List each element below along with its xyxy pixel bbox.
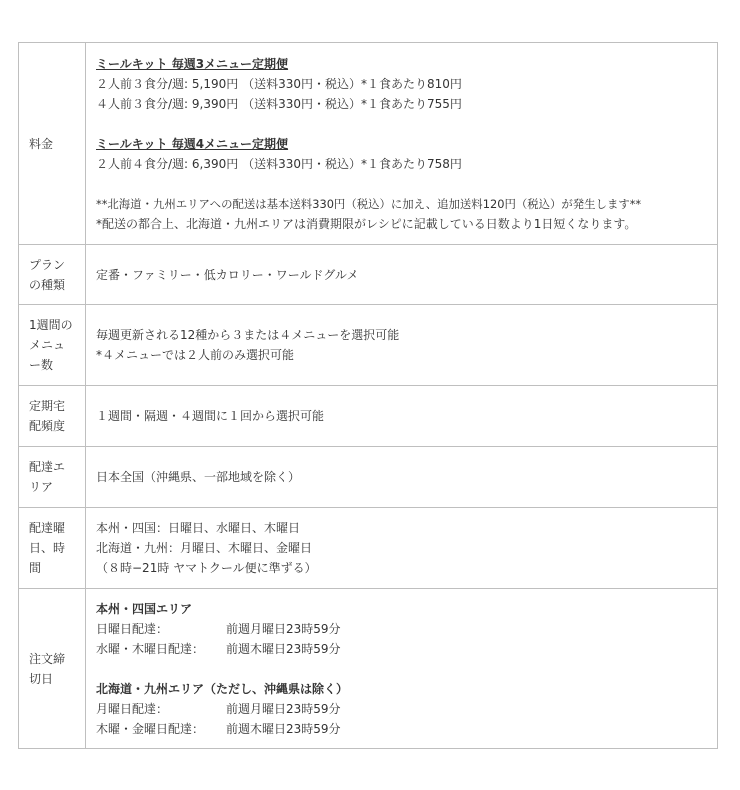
label-price-text: 料金 <box>29 136 54 151</box>
delivery-day-text-1: 本州・四国：日曜日、水曜日、木曜日 <box>96 521 301 535</box>
table-row-plan-type <box>19 245 718 305</box>
meal-kit-info-table <box>18 42 718 749</box>
table-row-menu-count <box>19 305 718 386</box>
label-area-line-1: 配達エ <box>29 460 66 474</box>
label-price <box>19 43 86 245</box>
meal-kit-info-table-wrapper <box>18 42 718 749</box>
plan4-line-1: ２人前４食分/週: 6,390円 （送料330円・税込）*１食あたり758円 <box>96 156 462 171</box>
shipping-note-1: **北海道・九州エリアへの配送は基本送料330円（税込）に加え、追加送料120円（税込）が発生します** <box>96 196 642 211</box>
spacer <box>96 659 711 679</box>
value-plan-type <box>86 245 718 305</box>
value-frequency <box>86 386 718 447</box>
label-delivery-day-line-1: 配達曜 <box>29 521 66 535</box>
label-cutoff-line-2: 切日 <box>29 671 54 686</box>
cutoff-row <box>96 719 711 739</box>
cutoff-deadline: 前週月曜日23時59分 <box>226 621 341 636</box>
label-menu-count-line-2: メニュ <box>29 338 66 352</box>
cutoff-day: 水曜・木曜日配達： <box>96 641 205 656</box>
area-text: 日本全国（沖縄県、一部地域を除く） <box>96 470 301 484</box>
label-plan-type-line-2: の種類 <box>29 277 66 292</box>
cutoff-day: 月曜日配達： <box>96 701 169 716</box>
plan-type-text: 定番・ファミリー・低カロリー・ワールドグルメ <box>96 267 359 282</box>
cutoff-deadline: 前週木曜日23時59分 <box>226 641 341 656</box>
cutoff-day: 木曜・金曜日配達： <box>96 721 205 736</box>
value-delivery-day <box>86 508 718 589</box>
label-delivery-day <box>19 508 86 589</box>
label-cutoff <box>19 589 86 749</box>
table-row-delivery-day <box>19 508 718 589</box>
table-row-area <box>19 447 718 508</box>
label-frequency-line-1: 定期宅 <box>29 399 66 413</box>
menu-count-text-2: *４メニューでは２人前のみ選択可能 <box>96 348 295 362</box>
label-menu-count <box>19 305 86 386</box>
shipping-note-2: *配送の都合上、北海道・九州エリアは消費期限がレシピに記載している日数より1日短くなります。 <box>96 216 637 231</box>
value-area <box>86 447 718 508</box>
cutoff-row <box>96 639 711 659</box>
cutoff-row <box>96 619 711 639</box>
table-row-frequency <box>19 386 718 447</box>
cutoff-day: 日曜日配達： <box>96 621 169 636</box>
label-plan-type-line-1: プラン <box>29 257 66 272</box>
label-delivery-day-line-3: 間 <box>29 561 42 575</box>
delivery-day-text-2: 北海道・九州：月曜日、木曜日、金曜日 <box>96 541 313 555</box>
value-price <box>86 43 718 245</box>
delivery-day-text-3: （８時−21時 ヤマトクール便に準ずる） <box>96 561 317 575</box>
plan4-title: ミールキット 毎週4メニュー定期便 <box>96 136 289 151</box>
value-cutoff <box>86 589 718 749</box>
plan3-line-1: ２人前３食分/週: 5,190円 （送料330円・税込）*１食あたり810円 <box>96 76 462 91</box>
label-plan-type <box>19 245 86 305</box>
table-row-price <box>19 43 718 245</box>
table-row-cutoff <box>19 589 718 749</box>
label-area <box>19 447 86 508</box>
cutoff-deadline: 前週月曜日23時59分 <box>226 701 341 716</box>
plan3-line-2: ４人前３食分/週: 9,390円 （送料330円・税込）*１食あたり755円 <box>96 96 462 111</box>
label-cutoff-line-1: 注文締 <box>29 651 66 666</box>
cutoff-section-1-title: 本州・四国エリア <box>96 601 193 616</box>
label-menu-count-line-1: 1週間の <box>29 318 73 332</box>
label-frequency-line-2: 配頻度 <box>29 419 66 433</box>
cutoff-row <box>96 699 711 719</box>
label-area-line-2: リア <box>29 480 54 494</box>
value-menu-count <box>86 305 718 386</box>
label-menu-count-line-3: ー数 <box>29 358 54 372</box>
cutoff-deadline: 前週木曜日23時59分 <box>226 721 341 736</box>
plan3-title: ミールキット 毎週3メニュー定期便 <box>96 56 289 71</box>
label-frequency <box>19 386 86 447</box>
label-delivery-day-line-2: 日、時 <box>29 541 66 555</box>
spacer <box>96 174 711 194</box>
spacer <box>96 114 711 134</box>
menu-count-text-1: 毎週更新される12種から３または４メニューを選択可能 <box>96 328 400 342</box>
frequency-text: １週間・隔週・４週間に１回から選択可能 <box>96 409 325 423</box>
cutoff-section-2-title: 北海道・九州エリア（ただし、沖縄県は除く） <box>96 681 349 696</box>
